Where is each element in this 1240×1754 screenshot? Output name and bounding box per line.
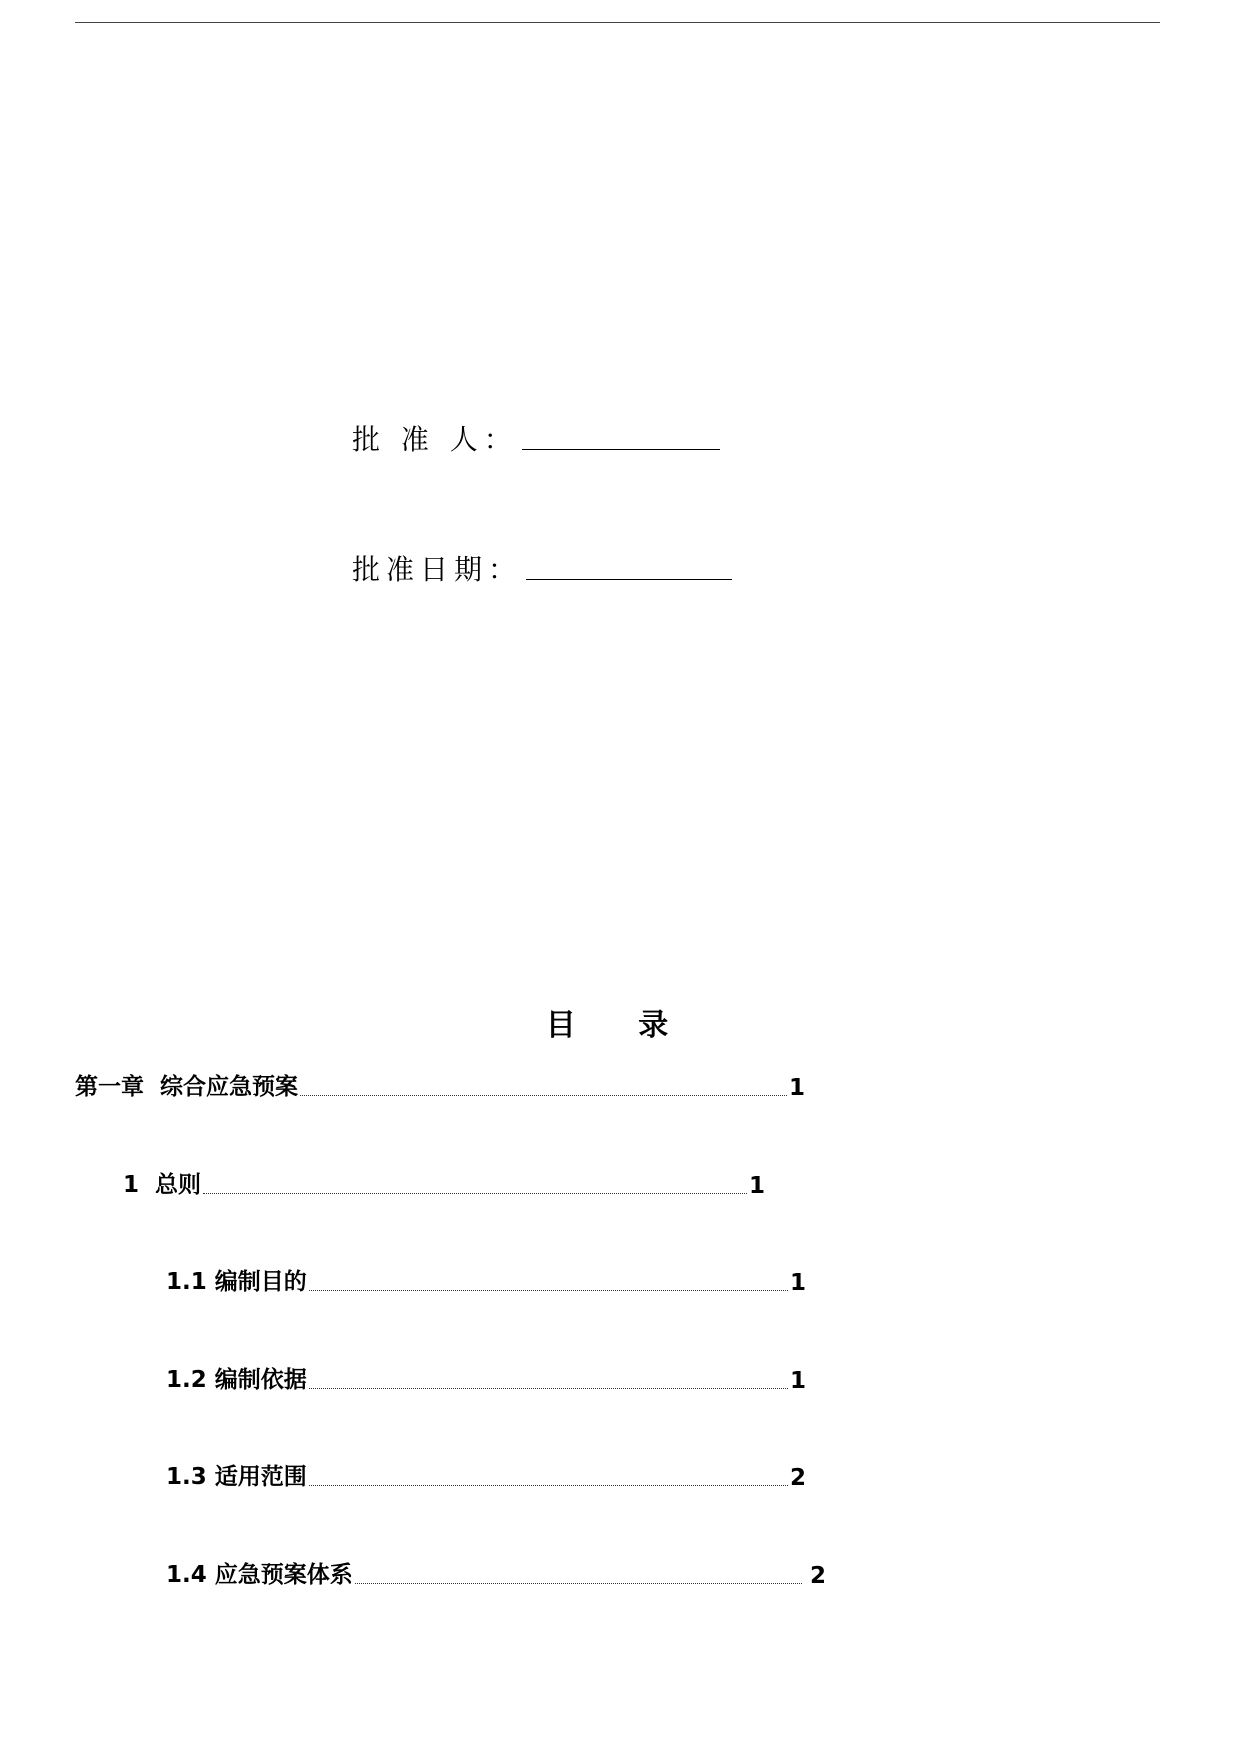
toc-entry-title: 总则 (155, 1172, 202, 1198)
toc-entry-label (166, 1458, 307, 1491)
toc-page-number: 2 (809, 1563, 826, 1589)
approver-line (352, 418, 720, 458)
toc-entry-number: 第一章 (75, 1074, 144, 1100)
toc-page-number: 1 (788, 1075, 805, 1101)
approval-date-line (352, 548, 732, 588)
approver-label: 批 准 人： (352, 423, 518, 456)
toc-entry-number: 1.4 (166, 1562, 207, 1588)
toc-title: 目 录 (545, 1008, 695, 1043)
toc-entry-label (166, 1556, 353, 1589)
toc-page-number: 2 (789, 1465, 806, 1491)
toc-entry-section-1-1[interactable] (166, 1263, 806, 1296)
toc-entry-label (123, 1166, 201, 1199)
toc-entry-title: 应急预案体系 (214, 1562, 353, 1588)
toc-entry-number: 1.2 (166, 1367, 207, 1393)
toc-entry-section-1[interactable] (123, 1166, 765, 1199)
toc-page-number: 1 (748, 1173, 765, 1199)
toc-entry-title: 编制依据 (214, 1367, 307, 1393)
header-rule (75, 22, 1160, 23)
toc-dot-leader (355, 1583, 802, 1584)
approval-date-label: 批准日期： (352, 553, 523, 586)
toc-entry-label (75, 1068, 298, 1101)
toc-entry-number: 1.1 (166, 1269, 207, 1295)
toc-dot-leader (203, 1193, 747, 1194)
toc-page-number: 1 (789, 1270, 806, 1296)
toc-entry-title: 综合应急预案 (160, 1074, 298, 1100)
toc-dot-leader (300, 1095, 787, 1096)
toc-entry-label (166, 1361, 307, 1394)
toc-entry-number: 1 (123, 1172, 140, 1198)
toc-entry-number: 1.3 (166, 1464, 207, 1490)
toc-page-number: 1 (789, 1368, 806, 1394)
toc-entry-title: 编制目的 (214, 1269, 307, 1295)
toc-dot-leader (309, 1290, 788, 1291)
toc-entry-section-1-2[interactable] (166, 1361, 806, 1394)
toc-dot-leader (309, 1485, 788, 1486)
toc-entry-chapter-1[interactable] (75, 1068, 805, 1101)
approval-date-blank (526, 577, 732, 580)
toc-entry-label (166, 1263, 307, 1296)
toc-entry-section-1-3[interactable] (166, 1458, 806, 1491)
approver-blank (522, 447, 720, 450)
toc-dot-leader (309, 1388, 788, 1389)
toc-entry-title: 适用范围 (214, 1464, 307, 1490)
toc-entry-section-1-4[interactable] (166, 1556, 826, 1589)
